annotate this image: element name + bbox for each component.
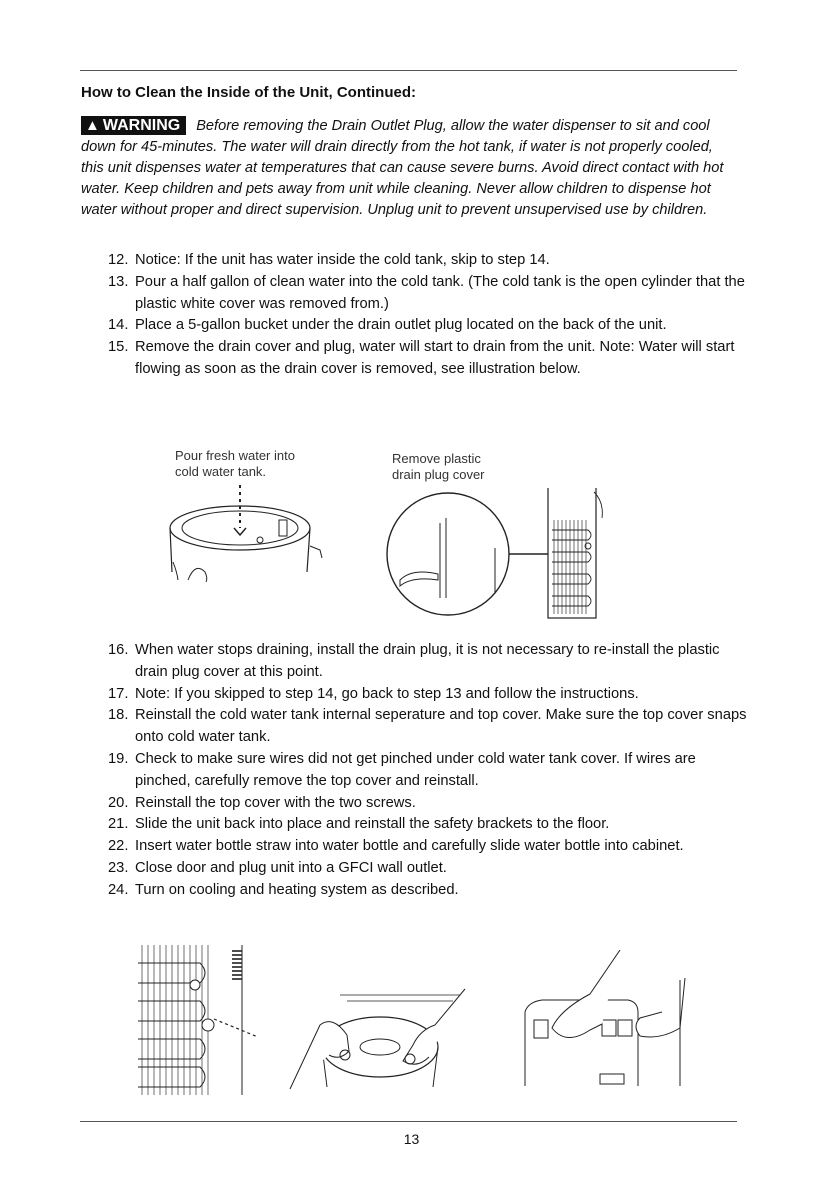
step-number: 12. [108, 252, 129, 268]
step-item [108, 315, 748, 337]
caption-pour-water [175, 448, 295, 480]
step-item [108, 250, 748, 272]
step-text: When water stops draining, install the drain plug, it is not necessary to re-install the plastic drain plug cover at this point. [135, 642, 720, 680]
step-number: 13. [108, 273, 129, 290]
warning-text: Before removing the Drain Outlet Plug, allow the water dispenser to sit and cool down for 45-minutes. The water will drain directly from the hot tank, if water is not properly cooled, this unit dispenses water at temperatures that can cause severe burns. Avoid direct contact with hot water. Keep children and pets away from unit while cleaning. Never allow children to dispense hot water without proper and direct supervision. Unplug unit to prevent unsupervised use by children. [81, 118, 724, 218]
step-item [108, 684, 748, 706]
step-text: Place a 5-gallon bucket under the drain outlet plug located on the back of the unit. [135, 317, 667, 334]
top-divider [80, 70, 737, 71]
page-number: 13 [403, 1131, 420, 1147]
steps-list-b [108, 640, 748, 902]
step-number: 15. [108, 339, 129, 356]
step-text: Close door and plug unit into a GFCI wall outlet. [135, 859, 447, 876]
tank-cover-hands-illustration [285, 985, 475, 1090]
step-item [108, 793, 748, 815]
step-item [108, 814, 748, 836]
step-item [108, 337, 748, 381]
step-item [108, 836, 748, 858]
step-text: Remove the drain cover and plug, water will start to drain from the unit. Note: Water will start flowing as soon as the drain cover is removed, see illustration below. [135, 339, 735, 377]
cold-tank-illustration [160, 480, 335, 585]
warning-badge [81, 116, 186, 135]
step-text: Reinstall the cold water tank internal seperature and top cover. Make sure the top cover snaps onto cold water tank. [135, 707, 747, 746]
step-item [108, 880, 748, 902]
bottom-divider [80, 1121, 737, 1122]
step-number: 18. [108, 707, 129, 724]
caption-remove-line-2: drain plug cover [392, 467, 485, 482]
caption-remove-cover [392, 451, 485, 483]
rear-panel-hands-illustration [520, 950, 690, 1090]
step-number: 22. [108, 838, 129, 855]
caption-remove-line-1: Remove plastic [392, 451, 481, 466]
step-number: 14. [108, 317, 129, 334]
step-text: Notice: If the unit has water inside the cold tank, skip to step 14. [135, 252, 550, 268]
step-text: Check to make sure wires did not get pinched under cold water tank cover. If wires are pinched, carefully remove the top cover and reinstall. [135, 750, 696, 789]
warning-triangle-icon: ▲ [85, 117, 100, 134]
step-text: Note: If you skipped to step 14, go back to step 13 and follow the instructions. [135, 685, 639, 702]
warning-paragraph [81, 116, 729, 221]
step-number: 19. [108, 750, 129, 767]
caption-pour-line-1: Pour fresh water into [175, 448, 295, 463]
drain-plug-zoom-illustration [382, 488, 750, 638]
condenser-drain-plug-illustration [138, 945, 263, 1095]
warning-badge-label: WARNING [102, 117, 181, 134]
step-number: 21. [108, 816, 129, 833]
step-text: Turn on cooling and heating system as described. [135, 881, 459, 898]
step-number: 17. [108, 685, 129, 702]
section-heading: How to Clean the Inside of the Unit, Continued: [81, 84, 416, 101]
step-text: Reinstall the top cover with the two screws. [135, 794, 416, 811]
step-number: 16. [108, 642, 129, 658]
step-item [108, 640, 748, 684]
step-text: Pour a half gallon of clean water into the cold tank. (The cold tank is the open cylinder that the plastic white cover was removed from.) [135, 273, 745, 312]
step-number: 23. [108, 859, 129, 876]
step-text: Slide the unit back into place and reinstall the safety brackets to the floor. [135, 816, 610, 833]
step-text: Insert water bottle straw into water bottle and carefully slide water bottle into cabinet. [135, 838, 684, 855]
step-number: 24. [108, 881, 129, 898]
step-item [108, 272, 748, 316]
steps-list-a [108, 250, 748, 381]
step-item [108, 858, 748, 880]
caption-pour-line-2: cold water tank. [175, 464, 267, 479]
step-item [108, 749, 748, 793]
step-number: 20. [108, 794, 129, 811]
step-item [108, 705, 748, 749]
